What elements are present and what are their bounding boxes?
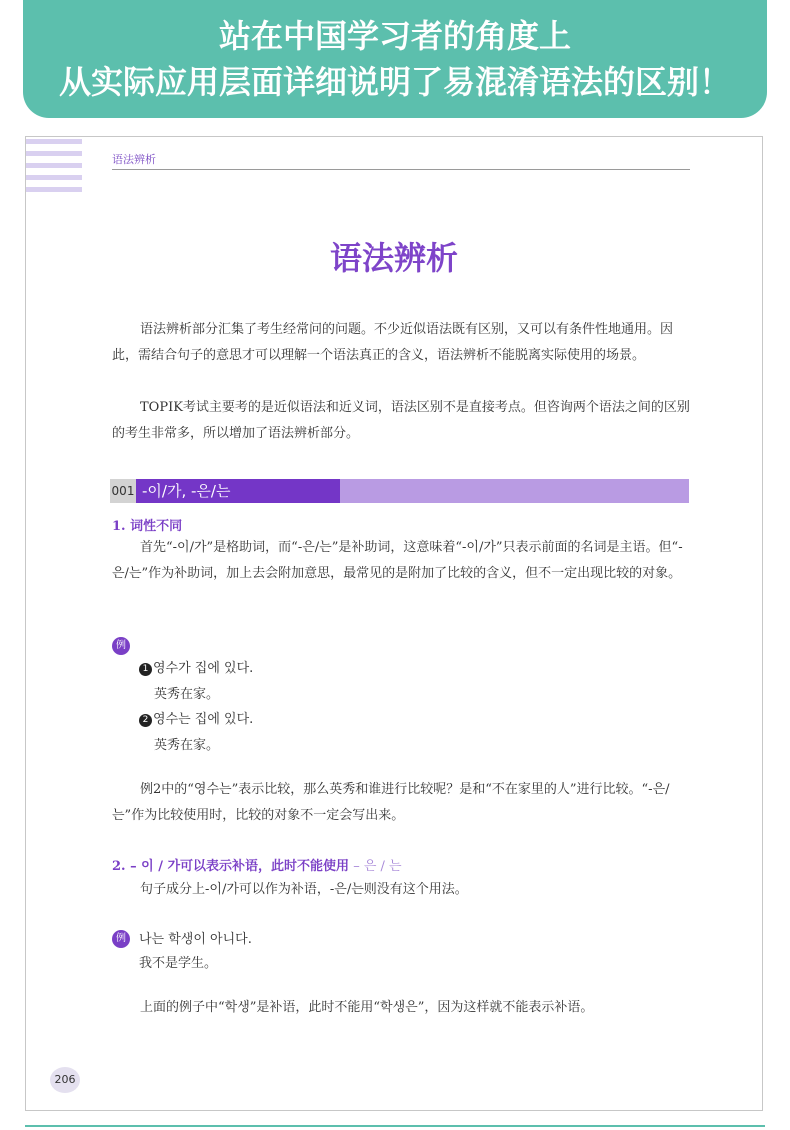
example-1-korean: 1 영수가 집에 있다. [139,659,253,679]
subsection-2-note: 上面的例子中“학생”是补语，此时不能用“학생은”，因为这样就不能表示补语。 [140,1000,594,1015]
intro-paragraph-1: 语法辨析部分汇集了考生经常问的问题。不少近似语法既有区别，又可以有条件性地通用。因此，需结合句子的意思才可以理解一个语法真正的含义，语法辨析不能脱离实际使用的场景。 [112,322,674,363]
subsection-1-title: 1. 词性不同 [112,519,183,534]
page-title: 语法辨析 [329,239,458,277]
example-2-chinese: 英秀在家。 [154,738,220,753]
page-number: 206 [50,1067,80,1093]
example-3-korean: 나는 학생이 아니다. [139,932,252,947]
example-badge: 例 [112,637,130,655]
subsection-2-body: 句子成分上-이/가可以作为补语，-은/는则没有这个用法。 [140,882,468,897]
subsection-2-title: 2. – 이 / 가可以表示补语，此时不能使用 – 은 / 는 [112,859,402,874]
section-number: 001 [110,479,136,503]
number-1-icon: 1 [139,663,152,676]
example-2-korean: 2 영수는 집에 있다. [139,710,253,730]
subsection-1-body: 首先“-이/가”是格助词，而“-은/는”是补助词，这意味着“-이/가”只表示前面的名词是主语。但“-은/는”作为补助词，加上去会附加意思，最常见的是附加了比较的含义，但不一定出现比较的对象。 [112,540,683,581]
subsection-1-note: 例2中的“영수는”表示比较，那么英秀和谁进行比较呢？是和“不在家里的人”进行比较。“-은/는”作为比较使用时，比较的对象不一定会写出来。 [112,782,670,823]
example-1-chinese: 英秀在家。 [154,687,220,702]
number-2-icon: 2 [139,714,152,727]
running-header: 语法辨析 [112,153,156,166]
intro-paragraph-2: TOPIK考试主要考的是近似语法和近义词，语法区别不是直接考点。但咨询两个语法之间的区别的考生非常多，所以增加了语法辨析部分。 [112,400,690,441]
bottom-divider [25,1125,765,1127]
banner-line-1: 站在中国学习者的角度上 [218,17,571,55]
example-badge: 例 [112,930,130,948]
header-divider [112,169,690,170]
decorative-stripes [26,137,82,199]
section-heading-bar [110,479,689,503]
promo-banner [23,0,767,118]
book-page [25,136,763,1111]
banner-line-2: 从实际应用层面详细说明了易混淆语法的区别！ [58,63,731,101]
section-heading: -이/가, -은/는 [136,479,340,503]
example-3-chinese: 我不是学生。 [139,956,218,971]
